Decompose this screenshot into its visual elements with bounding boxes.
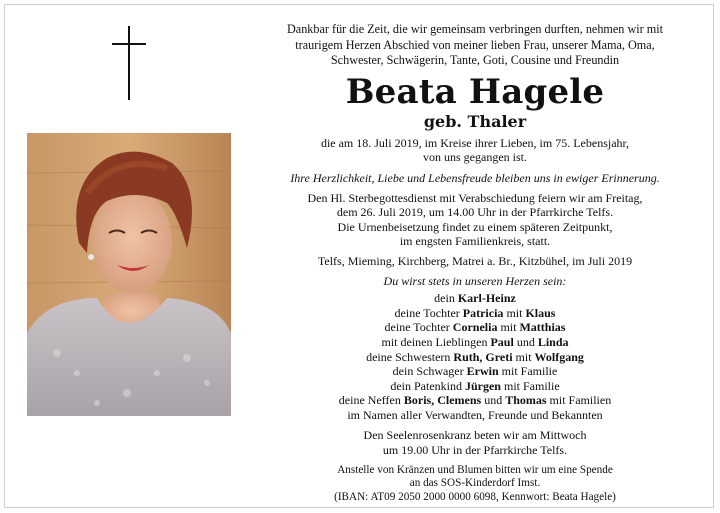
memory-text: Ihre Herzlichkeit, Liebe und Lebensfreude bleiben uns in ewiger Erinnerung. — [290, 170, 660, 185]
place-date: Telfs, Mieming, Kirchberg, Matrei a. Br., Kitzbühel, im Juli 2019 — [317, 253, 633, 268]
mourners-list — [250, 291, 700, 422]
cross-icon — [112, 26, 146, 100]
mourner-line: deine Schwestern Ruth, Greti mit Wolfgang — [366, 349, 584, 364]
hearts-heading: Du wirst stets in unseren Herzen sein: — [383, 273, 567, 288]
mourner-line: im Namen aller Verwandten, Freunde und Bekannten — [347, 407, 603, 422]
deceased-name: Beata Hagele — [345, 71, 605, 112]
mourner-line: deine Tochter Patricia mit Klaus — [394, 305, 556, 320]
mourner-line: dein Schwager Erwin mit Familie — [392, 364, 558, 379]
maiden-name: geb. Thaler — [423, 111, 527, 131]
mourner-line: dein Patenkind Jürgen mit Familie — [390, 378, 560, 393]
mourner-line: mit deinen Lieblingen Paul und Linda — [381, 334, 569, 349]
rosary-text: Den Seelenrosenkranz beten wir am Mittwoch um 19.00 Uhr in der Pfarrkirche Telfs. — [363, 428, 587, 458]
mourner-line: dein Karl-Heinz — [434, 291, 516, 306]
notice-text-column — [250, 22, 700, 504]
mourner-line: deine Tochter Cornelia mit Matthias — [384, 320, 566, 335]
mourner-line: deine Neffen Boris, Clemens und Thomas mit Familien — [338, 393, 612, 408]
funeral-text: Den Hl. Sterbegottesdienst mit Verabschiedung feiern wir am Freitag, dem 26. Juli 2019, um 14.00 Uhr in der Pfarrkirche Telfs. Die Urnenbeisetzung findet zu einem späteren Zeitpunkt, im engsten Familienkreis, statt. — [307, 190, 643, 249]
portrait-photo — [27, 133, 231, 416]
intro-text: Dankbar für die Zeit, die wir gemeinsam verbringen durften, nehmen wir mit traurigem Herzen Abschied von meiner lieben Frau, unserer Mama, Oma, Schwester, Schwägerin, Tante, Goti, Cousine und Freundin — [287, 22, 663, 68]
death-text: die am 18. Juli 2019, im Kreise ihrer Lieben, im 75. Lebensjahr, von uns gegangen ist. — [320, 135, 630, 165]
donation-text: Anstelle von Kränzen und Blumen bitten wir um eine Spende an das SOS-Kinderdorf Imst. (IBAN: AT09 2050 2000 0000 6098, Kennwort: Beata Hagele) — [334, 463, 616, 503]
